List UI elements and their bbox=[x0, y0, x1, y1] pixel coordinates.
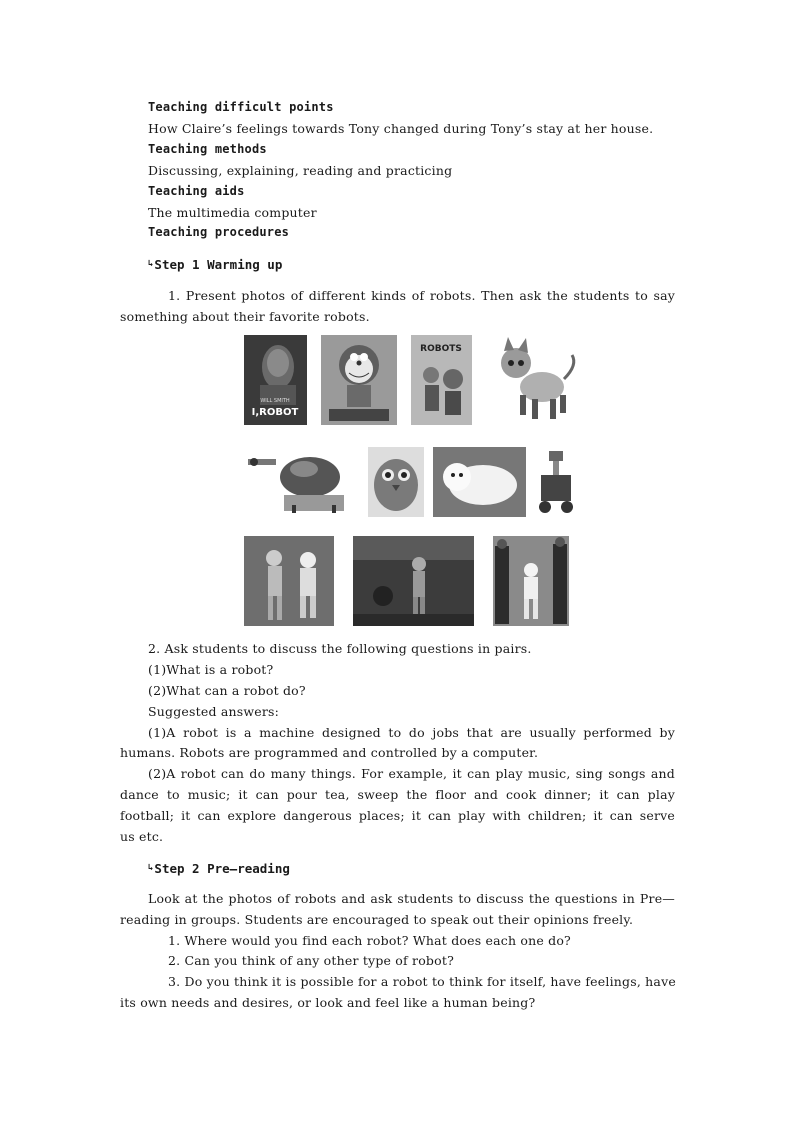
asimo-photo bbox=[244, 536, 334, 626]
step2-q3-line1: 3. Do you think it is possible for a robot to think for itself, have feelings, have bbox=[168, 974, 676, 989]
step-marker-icon: ↳ bbox=[148, 863, 154, 873]
methods-text: Discussing, explaining, reading and practicing bbox=[148, 163, 453, 178]
doraemon-photo bbox=[321, 335, 397, 425]
step2-title-text: Step 2 Pre—reading bbox=[154, 861, 290, 876]
answer1-line1: (1)A robot is a machine designed to do jobs that are usually performed by bbox=[148, 725, 675, 740]
answer2-line3: football; it can explore dangerous places; it can play with children; it can serve bbox=[120, 808, 675, 823]
answer2-line4: us etc. bbox=[120, 829, 164, 844]
step2-q3-line2: its own needs and desires, or look and feel like a human being? bbox=[120, 995, 536, 1010]
suggested-answers-label: Suggested answers: bbox=[148, 704, 280, 719]
step1-item1-line2: something about their favorite robots. bbox=[120, 309, 370, 324]
step2-q2: 2. Can you think of any other type of robot? bbox=[168, 953, 454, 968]
turtle-robot-photo bbox=[244, 447, 354, 517]
robot-dog-photo bbox=[484, 335, 580, 425]
step-marker-icon: ↳ bbox=[148, 259, 154, 269]
asimo-visit-photo bbox=[493, 536, 569, 626]
step2-intro-line1: Look at the photos of robots and ask students to discuss the questions in Pre— bbox=[148, 891, 675, 906]
seal-robot-photo bbox=[433, 447, 526, 517]
step2-q1: 1. Where would you find each robot? What does each one do? bbox=[168, 933, 571, 948]
answer1-line2: humans. Robots are programmed and controlled by a computer. bbox=[120, 745, 539, 760]
robots-title: ROBOTS bbox=[420, 344, 462, 354]
step1-title bbox=[148, 257, 282, 272]
answer2-line2: dance to music; it can pour tea, sweep the floor and cook dinner; it can play bbox=[120, 787, 675, 802]
difficult-points-heading: Teaching difficult points bbox=[148, 100, 334, 114]
furby-photo bbox=[368, 447, 424, 517]
methods-heading: Teaching methods bbox=[148, 142, 267, 156]
step1-q1: (1)What is a robot? bbox=[148, 662, 274, 677]
robot-show-photo bbox=[353, 536, 474, 626]
step1-item2: 2. Ask students to discuss the following questions in pairs. bbox=[148, 641, 532, 656]
step1-q2: (2)What can a robot do? bbox=[148, 683, 306, 698]
procedures-heading: Teaching procedures bbox=[148, 225, 290, 239]
robots-movie-poster-photo bbox=[411, 335, 472, 425]
irobot-poster-photo bbox=[244, 335, 307, 425]
aids-text: The multimedia computer bbox=[148, 205, 317, 220]
step1-item1-line1: 1. Present photos of different kinds of robots. Then ask the students to say bbox=[168, 288, 675, 303]
wheelchair-robot-photo bbox=[535, 447, 577, 517]
answer2-line1: (2)A robot can do many things. For example, it can play music, sing songs and bbox=[148, 766, 675, 781]
step1-title-text: Step 1 Warming up bbox=[154, 257, 283, 272]
step2-title bbox=[148, 861, 290, 876]
irobot-title: I,ROBOT bbox=[251, 407, 299, 418]
irobot-credit: WILL SMITH bbox=[260, 398, 290, 404]
step2-intro-line2: reading in groups. Students are encouraged to speak out their opinions freely. bbox=[120, 912, 634, 927]
difficult-points-text: How Claire’s feelings towards Tony changed during Tony’s stay at her house. bbox=[148, 121, 654, 136]
aids-heading: Teaching aids bbox=[148, 184, 245, 198]
